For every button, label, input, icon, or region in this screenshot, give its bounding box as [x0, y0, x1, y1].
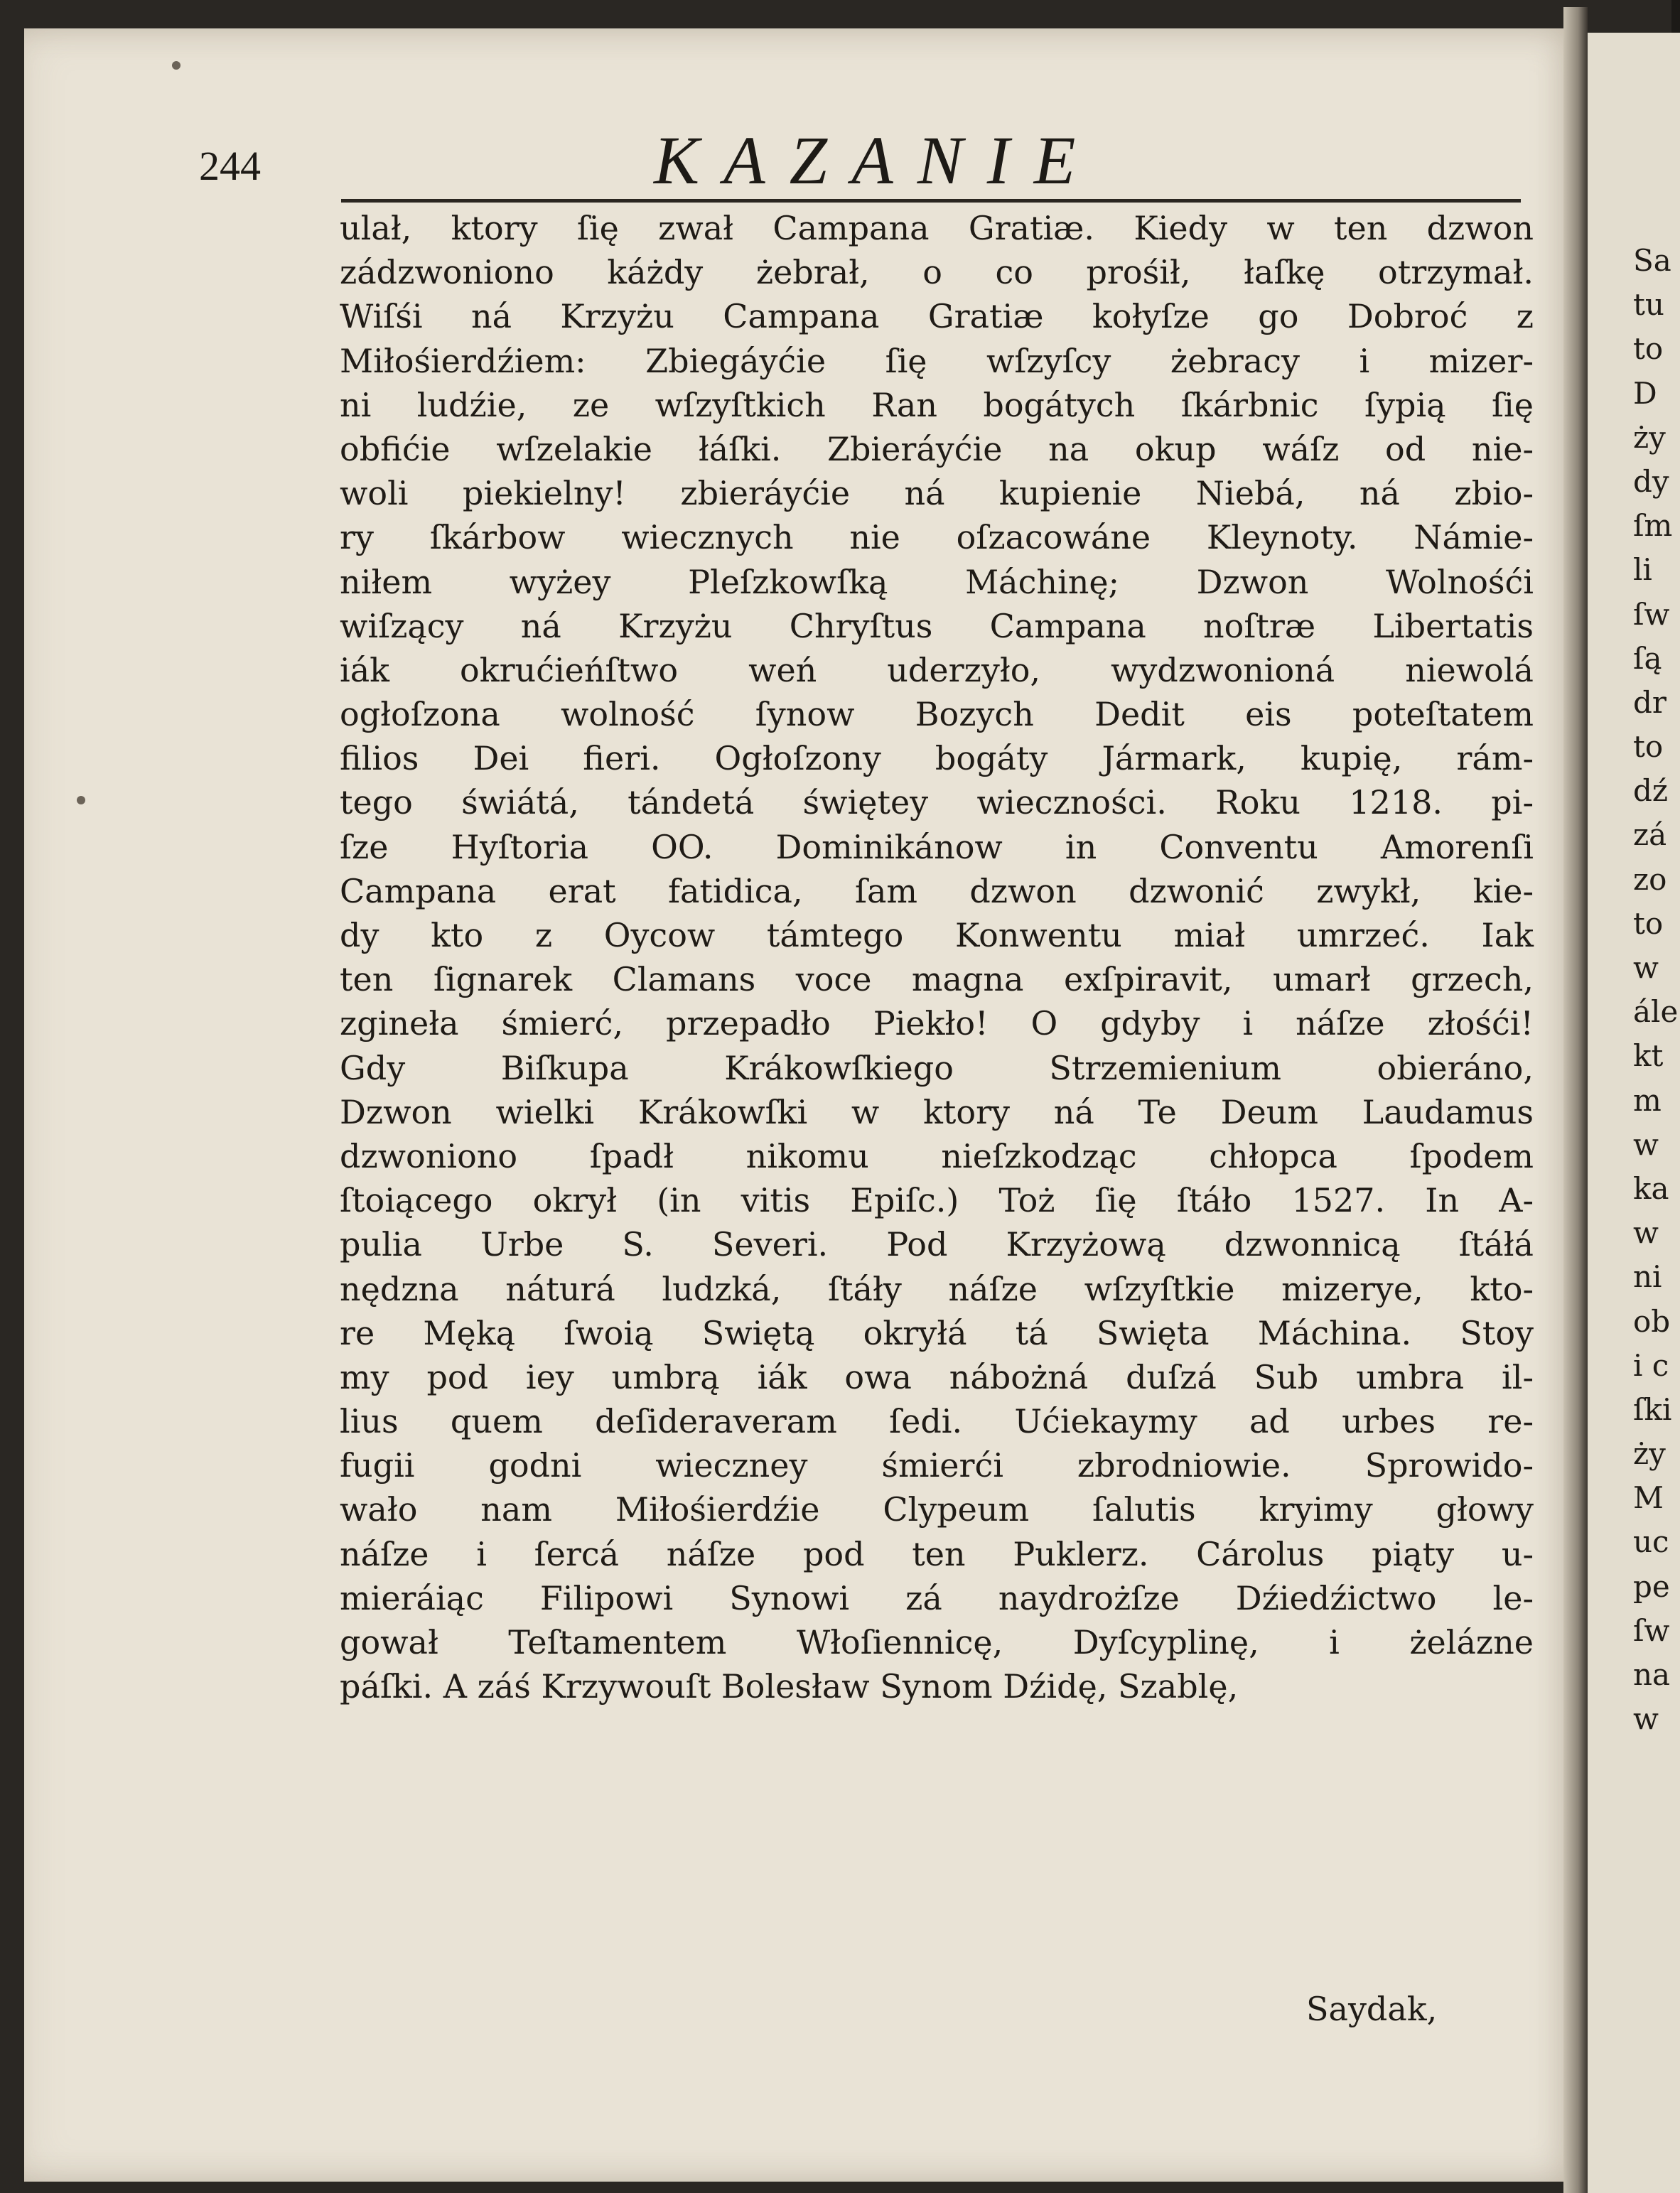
text-line: fugii godni wieczney śmierći zbrodniowie. Sprowido-	[340, 1446, 1534, 1485]
text-line: tego świátá, tándetá świętey wieczności. Roku 1218. pi-	[340, 783, 1534, 822]
facing-page-fragment: w	[1633, 1215, 1659, 1251]
facing-page-fragment: kt	[1633, 1038, 1664, 1074]
page-number: 244	[199, 143, 261, 189]
text-line: wiſzący ná Krzyżu Chryſtus Campana noſtræ Libertatis	[340, 606, 1534, 645]
catchword: Saydak,	[1306, 1990, 1438, 2028]
text-line: Campana erat fatidica, ſam dzwon dzwonić zwykł, kie-	[340, 871, 1534, 910]
page-gutter	[1563, 7, 1588, 2193]
body-text	[340, 206, 1534, 1708]
text-line: zádzwoniono káżdy żebrał, o co prośił, łaſkę otrzymał.	[340, 253, 1534, 292]
text-line: páſki. A záś Krzywouſt Bolesław Synom Dźidę, Szablę,	[340, 1667, 1239, 1706]
facing-page-fragment: w	[1633, 1701, 1659, 1737]
facing-page-edge	[1588, 33, 1680, 2193]
text-line: ſtoiącego okrył (in vitis Epiſc.) Toż ſię ſtáło 1527. In A-	[340, 1181, 1534, 1220]
text-line: ni ludźie, ze wſzyſtkich Ran bogátych ſkárbnic ſypią ſię	[340, 385, 1534, 424]
facing-page-fragment: dr	[1633, 684, 1666, 720]
facing-page-fragment: zo	[1633, 861, 1667, 897]
text-line: gował Teſtamentem Włoſiennicę, Dyſcyplinę, i żelázne	[340, 1623, 1534, 1661]
facing-page-fragment: na	[1633, 1657, 1671, 1692]
facing-page-fragment: ży	[1633, 419, 1666, 455]
text-line: filios Dei fieri. Ogłoſzony bogáty Jármark, kupię, rám-	[340, 739, 1534, 778]
facing-page-fragment: to	[1633, 729, 1664, 765]
facing-page-fragment: zá	[1633, 817, 1667, 853]
facing-page-fragment: ſw	[1633, 1612, 1670, 1648]
facing-page-fragment: ſki	[1633, 1391, 1672, 1427]
facing-page-fragment: ſm	[1633, 508, 1673, 544]
facing-page-fragment: ále	[1633, 994, 1679, 1030]
text-line: lius quem deſideraveram ſedi. Ućiekaymy ad urbes re-	[340, 1402, 1534, 1441]
text-line: mieráiąc Filipowi Synowi zá naydrożſze Dźiedźictwo le-	[340, 1578, 1534, 1617]
text-line: obfićie wſzelakie łáſki. Zbieráyćie na okup wáſz od nie-	[340, 429, 1534, 468]
facing-page-fragment: tu	[1633, 287, 1664, 323]
text-line: ry ſkárbow wiecznych nie oſzacowáne Kleynoty. Námie-	[340, 518, 1534, 557]
facing-page-fragment: ſw	[1633, 596, 1670, 632]
facing-page-fragment: ka	[1633, 1170, 1669, 1206]
facing-page-text	[1633, 239, 1678, 1741]
running-title: KAZANIE	[654, 122, 1100, 198]
facing-page-fragment: pe	[1633, 1568, 1670, 1604]
facing-page-fragment: ob	[1633, 1303, 1671, 1339]
header-rule	[341, 199, 1521, 203]
text-line: Miłośierdźiem: Zbiegáyćie ſię wſzyſcy żebracy i mizer-	[340, 341, 1534, 380]
facing-page-fragment: uc	[1633, 1524, 1669, 1560]
text-line: ulał, ktory ſię zwał Campana Gratiæ. Kiedy w ten dzwon	[340, 209, 1534, 247]
text-line: niłem wyżey Pleſzkowſką Máchinę; Dzwon Wolnośći	[340, 562, 1534, 601]
text-line: pulia Urbe S. Severi. Pod Krzyżową dzwonnicą ſtáłá	[340, 1225, 1534, 1264]
facing-page-fragment: to	[1633, 331, 1664, 367]
text-line: iák okrućieńſtwo weń uderzyło, wydzwonioná niewolá	[340, 650, 1534, 689]
text-line: wało nam Miłośierdźie Clypeum ſalutis kryimy głowy	[340, 1490, 1534, 1529]
text-line: re Męką ſwoią Swiętą okryłá tá Swięta Máchina. Stoy	[340, 1313, 1534, 1352]
text-line: Dzwon wielki Krákowſki w ktory ná Te Deum Laudamus	[340, 1092, 1534, 1131]
facing-page-fragment: dy	[1633, 463, 1669, 499]
facing-page-fragment: dź	[1633, 773, 1669, 809]
facing-page-fragment: ży	[1633, 1436, 1666, 1472]
facing-page-fragment: m	[1633, 1082, 1662, 1118]
text-line: Gdy Biſkupa Krákowſkiego Strzemienium obieráno,	[340, 1048, 1534, 1087]
text-line: ogłoſzona wolność ſynow Bozych Dedit eis poteſtatem	[340, 695, 1534, 734]
text-line: dy kto z Oycow támtego Konwentu miał umrzeć. Iak	[340, 916, 1534, 954]
text-line: Wiſśi ná Krzyżu Campana Gratiæ kołyſze go Dobroć z	[340, 297, 1534, 336]
facing-page-fragment: i c	[1633, 1347, 1669, 1383]
text-line: woli piekielny! zbieráyćie ná kupienie Niebá, ná zbio-	[340, 474, 1534, 513]
facing-page-fragment: M	[1633, 1480, 1664, 1516]
facing-page-fragment: Sa	[1633, 243, 1671, 278]
page-header	[199, 121, 1535, 199]
text-line: náſze i ſercá náſze pod ten Puklerz. Cárolus piąty u-	[340, 1534, 1534, 1573]
text-line: ſze Hyſtoria OO. Dominikánow in Conventu Amorenſi	[340, 827, 1534, 866]
text-line: dzwoniono ſpadł nikomu nieſzkodząc chłopca ſpodem	[340, 1136, 1534, 1175]
facing-page-fragment: w	[1633, 1126, 1659, 1162]
facing-page-fragment: w	[1633, 950, 1659, 985]
facing-page-fragment: to	[1633, 905, 1664, 941]
facing-page-fragment: D	[1633, 375, 1657, 411]
text-line: nędzna náturá ludzká, ſtáły náſze wſzyſtkie mizerye, kto-	[340, 1269, 1534, 1308]
facing-page-fragment: li	[1633, 552, 1652, 588]
text-line: zgineła śmierć, przepadło Piekło! O gdyby i náſze złośći!	[340, 1004, 1534, 1043]
text-line: ten ſignarek Clamans voce magna exſpiravit, umarł grzech,	[340, 960, 1534, 999]
facing-page-fragment: ni	[1633, 1259, 1662, 1295]
facing-page-fragment: ſą	[1633, 640, 1662, 676]
ink-spot	[172, 61, 181, 70]
text-line: my pod iey umbrą iák owa nábożná duſzá Sub umbra il-	[340, 1357, 1534, 1396]
ink-spot	[77, 796, 85, 804]
